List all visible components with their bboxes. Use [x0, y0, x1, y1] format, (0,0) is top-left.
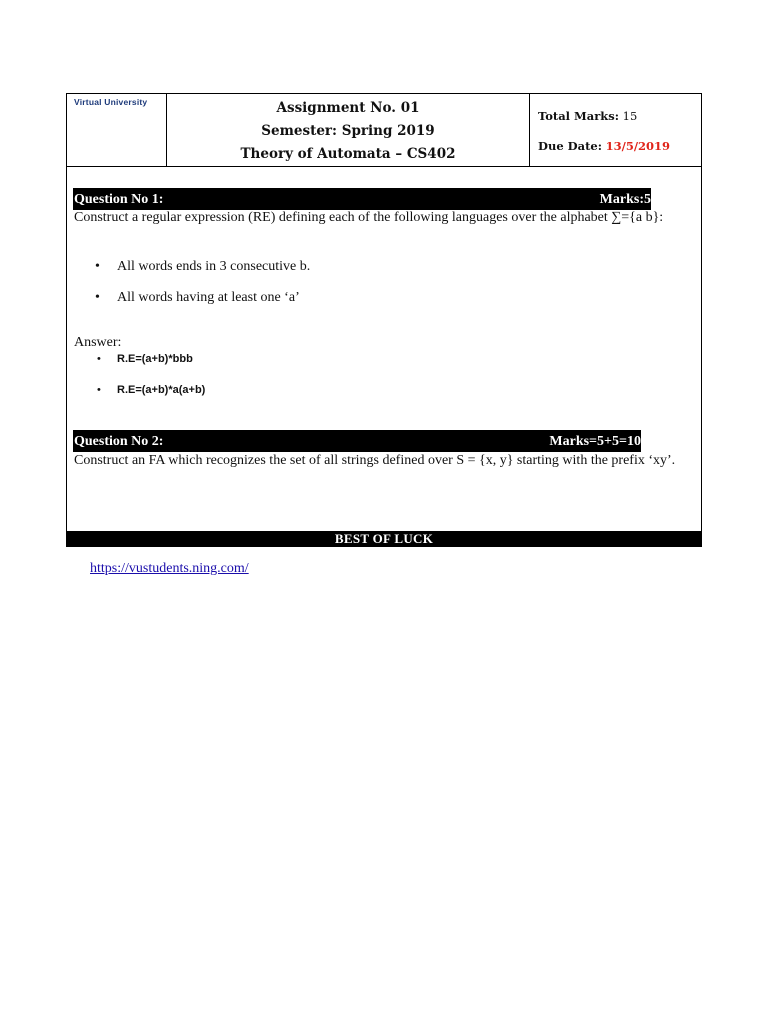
course-title: Theory of Automata – CS402	[240, 146, 456, 162]
assignment-title: Assignment No. 01	[276, 100, 420, 116]
question-1-item: • All words having at least one ‘a’	[95, 290, 300, 305]
question-2-marks: Marks=5+5=10	[549, 434, 641, 449]
info-cell	[530, 94, 701, 166]
answer-label: Answer:	[74, 335, 122, 350]
answer-item-text: R.E=(a+b)*a(a+b)	[117, 384, 206, 396]
due-date	[538, 139, 670, 153]
question-1-heading-bar	[73, 188, 651, 210]
total-marks	[538, 109, 637, 123]
question-1-text: Construct a regular expression (RE) defining each of the following languages over the alphabet ∑={a b}:	[74, 210, 664, 225]
question-1-item: • All words ends in 3 consecutive b.	[95, 259, 311, 274]
question-1-marks: Marks:5	[599, 192, 651, 207]
due-date-label: Due Date:	[538, 139, 602, 153]
total-marks-label: Total Marks:	[538, 109, 619, 123]
title-cell	[167, 94, 530, 166]
best-of-luck-footer: BEST OF LUCK	[67, 531, 701, 546]
document-header	[67, 94, 701, 167]
answer-item-text: R.E=(a+b)*bbb	[117, 353, 193, 365]
answer-item: • R.E=(a+b)*a(a+b)	[97, 384, 206, 396]
question-2-heading: Question No 2:	[74, 434, 164, 449]
answer-item: • R.E=(a+b)*bbb	[97, 353, 193, 365]
vustudents-link[interactable]: https://vustudents.ning.com/	[90, 561, 249, 576]
total-marks-value: 15	[622, 109, 638, 123]
semester-title: Semester: Spring 2019	[261, 123, 435, 139]
assignment-document	[66, 93, 702, 547]
logo-cell	[67, 94, 167, 166]
university-logo: Virtual University	[74, 97, 148, 107]
question-2-text: Construct an FA which recognizes the set of all strings defined over S = {x, y} starting with the prefix ‘xy’.	[74, 453, 676, 468]
due-date-value: 13/5/2019	[605, 139, 671, 153]
question-1-heading: Question No 1:	[74, 192, 164, 207]
question-2-heading-bar	[73, 430, 641, 452]
question-1-item-text: All words having at least one ‘a’	[117, 290, 300, 305]
question-1-item-text: All words ends in 3 consecutive b.	[117, 259, 311, 274]
